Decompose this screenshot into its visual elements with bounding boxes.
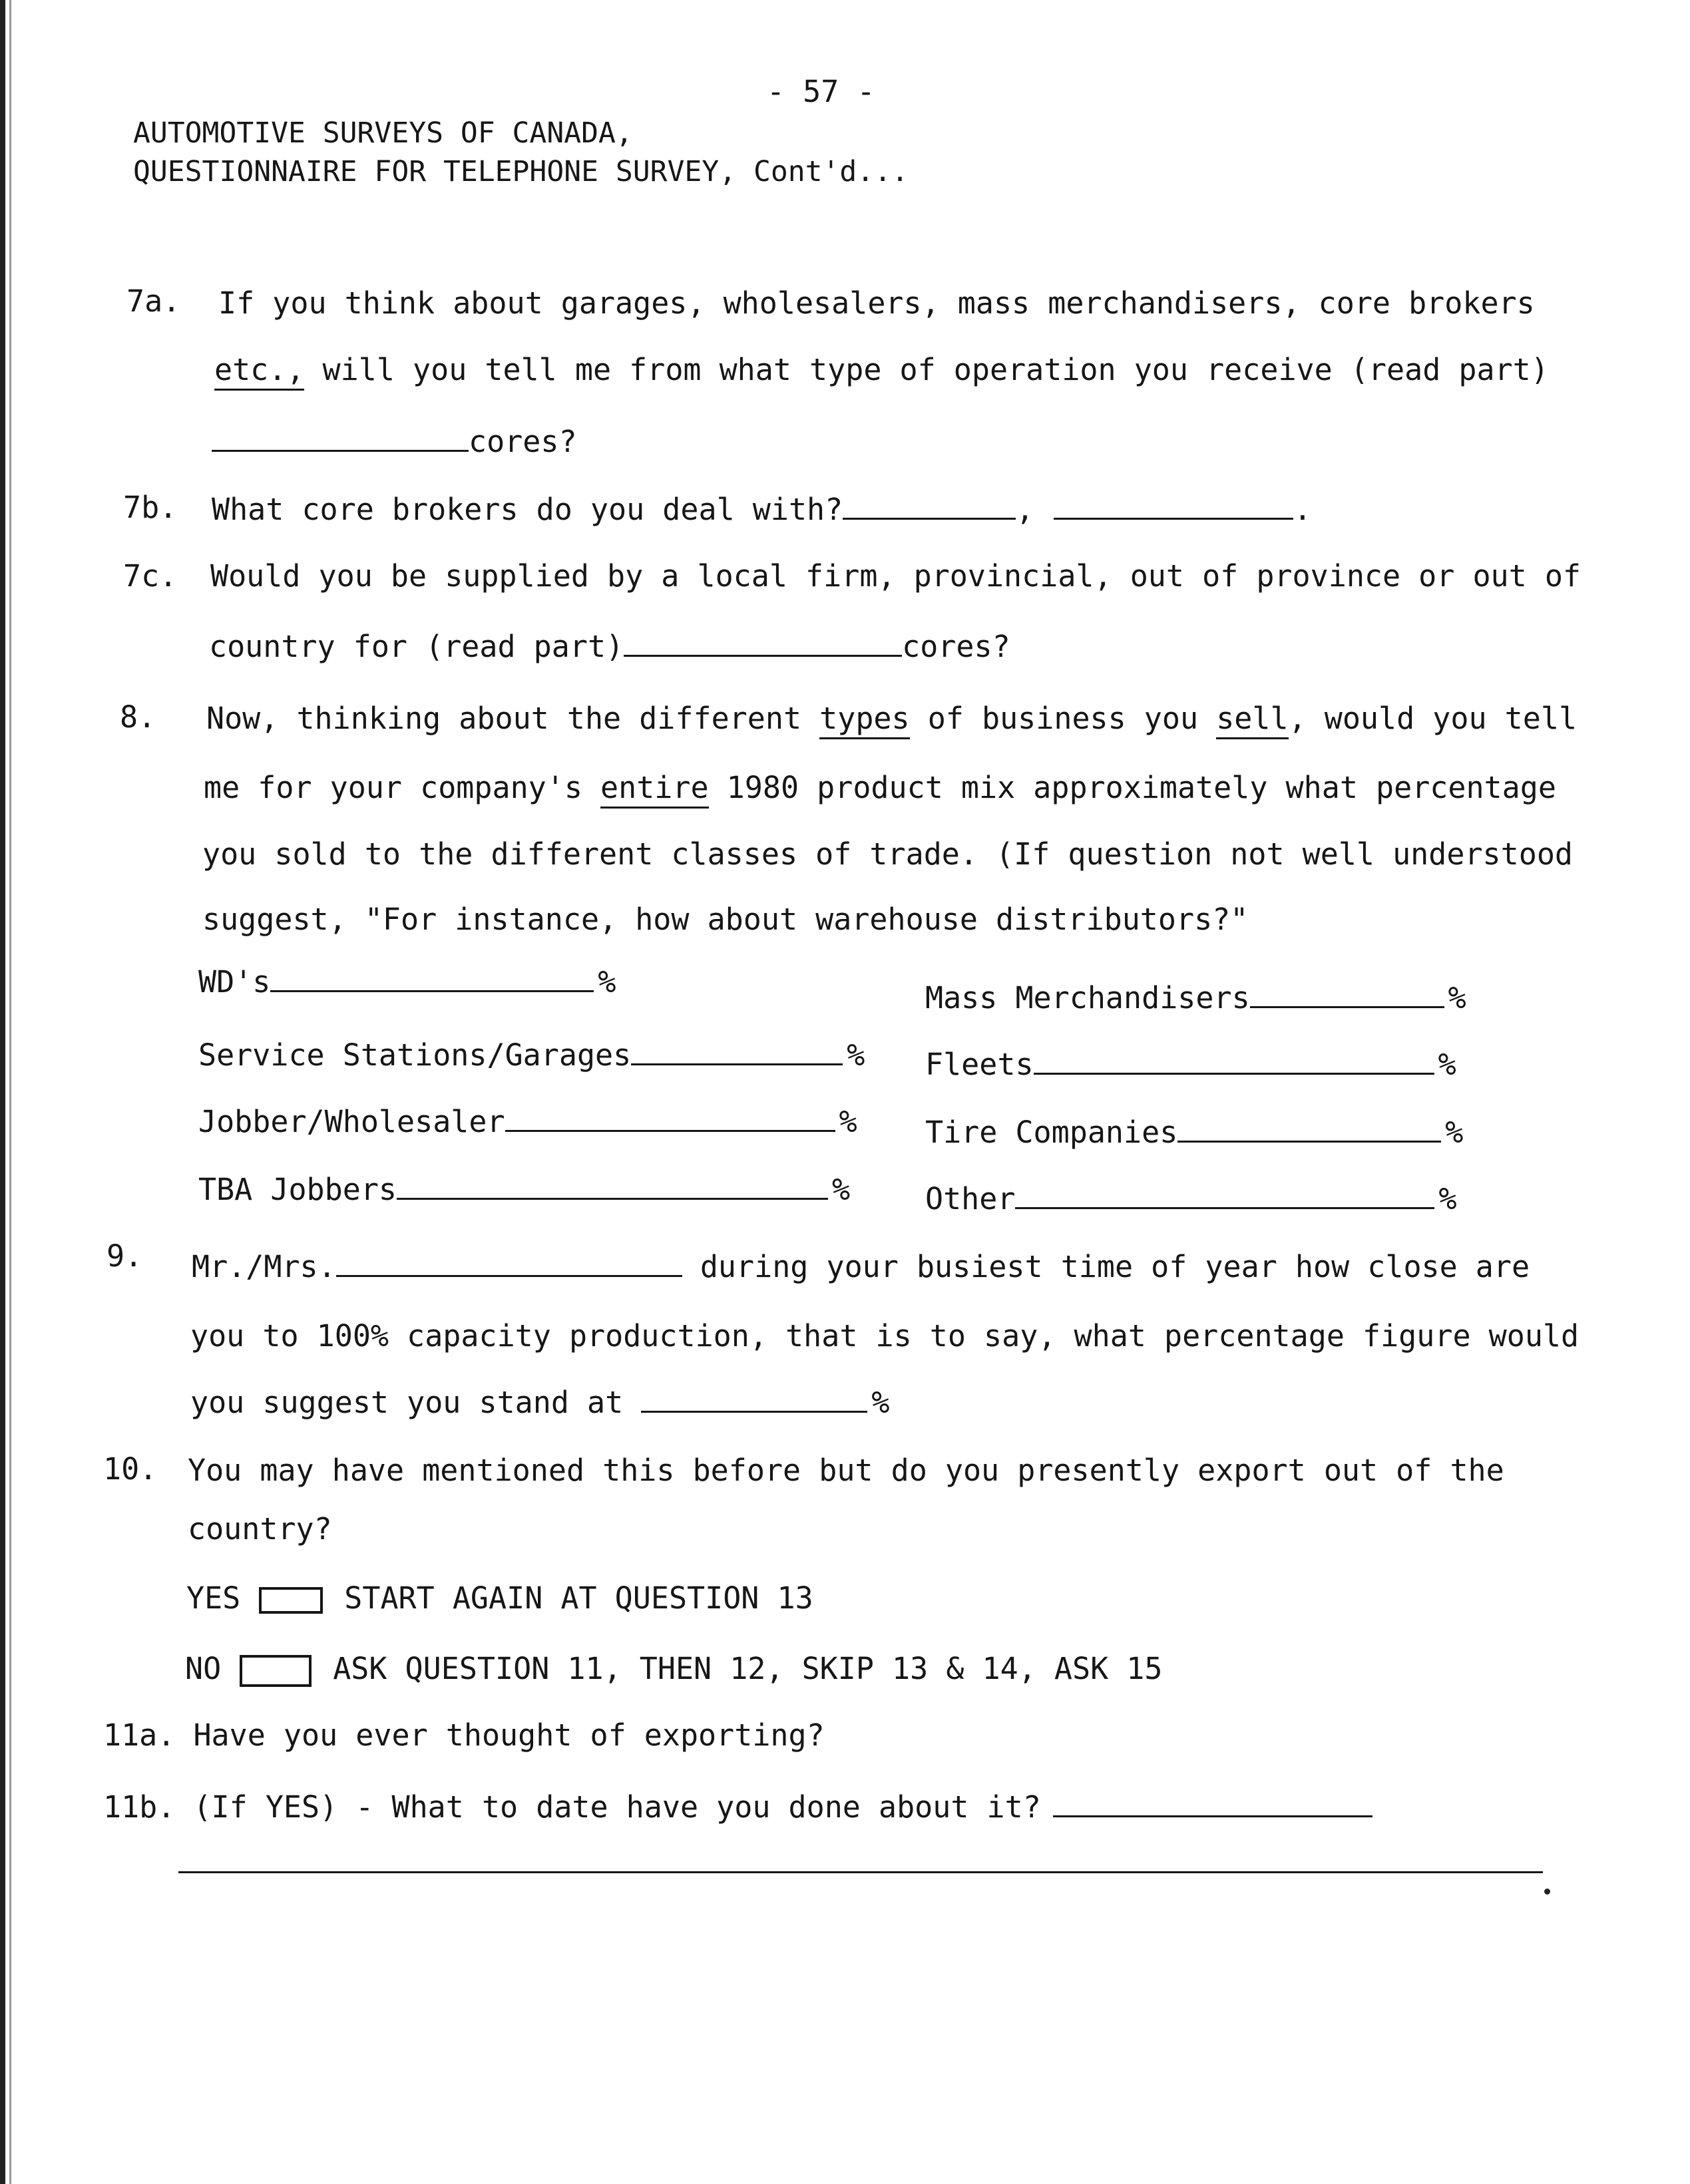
q11b-answer-blank[interactable]: [1053, 1789, 1373, 1817]
q7a-line3: cores?: [212, 423, 577, 460]
q7b-broker2-blank[interactable]: [1054, 491, 1293, 520]
q8-service-row: Service Stations/Garages %: [198, 1037, 865, 1073]
q8-line4: suggest, "For instance, how about warehouse distributors?": [202, 902, 1249, 937]
q8-service-blank[interactable]: [631, 1037, 843, 1065]
q8-mass-blank[interactable]: [1250, 980, 1444, 1008]
q7c-number: 7c.: [123, 558, 178, 594]
q7c-line1: Would you be supplied by a local firm, provincial, out of province or out of: [210, 558, 1582, 594]
page-number: - 57 -: [767, 74, 875, 109]
q7c-line2: country for (read part) cores?: [209, 629, 1010, 664]
q10-yes-checkbox[interactable]: [259, 1587, 323, 1614]
scan-left-edge-shadow: [9, 0, 11, 2184]
q11b-answer-line[interactable]: [178, 1871, 1543, 1873]
q9-line1: Mr./Mrs. during your busiest time of year how close are: [192, 1249, 1530, 1284]
q8-number: 8.: [120, 699, 156, 735]
q7a-line1: If you think about garages, wholesalers, mass merchandisers, core brokers: [218, 285, 1535, 321]
q8-fleets-row: Fleets %: [925, 1047, 1456, 1082]
line-end-dot: [1544, 1889, 1550, 1895]
q8-line3: you sold to the different classes of trade. (If question not well understood: [202, 836, 1574, 872]
q7a-number: 7a.: [126, 283, 181, 319]
q8-wd-blank[interactable]: [270, 964, 594, 992]
q8-tire-row: Tire Companies %: [925, 1115, 1464, 1150]
q8-jobber-row: Jobber/Wholesaler %: [198, 1104, 857, 1139]
q9-line2: you to 100% capacity production, that is to say, what percentage figure would: [190, 1318, 1580, 1354]
q8-fleets-blank[interactable]: [1034, 1046, 1434, 1075]
q8-tire-blank[interactable]: [1177, 1114, 1441, 1143]
header-title: AUTOMOTIVE SURVEYS OF CANADA,: [133, 116, 633, 150]
q8-other-blank[interactable]: [1015, 1181, 1434, 1209]
q7b-number: 7b.: [123, 490, 178, 525]
q10-line2: country?: [188, 1511, 332, 1547]
q7a-line2: etc., will you tell me from what type of operation you receive (read part): [214, 351, 1549, 389]
q8-line2: me for your company's entire 1980 product mix approximately what percentage: [204, 769, 1556, 807]
q7c-part-blank[interactable]: [624, 628, 902, 657]
q10-number: 10.: [103, 1451, 158, 1487]
q8-mass-row: Mass Merchandisers %: [925, 980, 1466, 1015]
q8-other-row: Other %: [925, 1181, 1457, 1216]
q7b-line: What core brokers do you deal with? , .: [212, 492, 1312, 527]
q8-line1: Now, thinking about the different types of business you sell, would you tell: [206, 700, 1577, 737]
q10-no-checkbox[interactable]: [240, 1655, 312, 1687]
scan-left-edge: [0, 0, 5, 2184]
header-subtitle: QUESTIONNAIRE FOR TELEPHONE SURVEY, Cont'd...: [133, 155, 909, 188]
q7b-broker1-blank[interactable]: [843, 491, 1016, 520]
q9-capacity-blank[interactable]: [641, 1384, 867, 1413]
q9-number: 9.: [106, 1238, 143, 1274]
q8-jobber-blank[interactable]: [505, 1103, 835, 1132]
q8-wd-row: WD's %: [198, 964, 616, 1000]
q10-yes-row: YES START AGAIN AT QUESTION 13: [186, 1580, 813, 1616]
q8-tba-row: TBA Jobbers %: [198, 1172, 851, 1207]
q10-no-row: NO ASK QUESTION 11, THEN 12, SKIP 13 & 14, ASK 15: [185, 1651, 1163, 1686]
q7a-etc: etc.,: [214, 352, 304, 391]
q8-tba-blank[interactable]: [397, 1171, 828, 1200]
q9-line3: you suggest you stand at %: [190, 1385, 890, 1420]
q11a-row: 11a. Have you ever thought of exporting?: [103, 1718, 825, 1753]
q7a-part-blank[interactable]: [212, 423, 469, 452]
q9-name-blank[interactable]: [336, 1248, 682, 1277]
q10-line1: You may have mentioned this before but do you presently export out of the: [188, 1453, 1504, 1488]
q11b-row: 11b. (If YES) - What to date have you done about it?: [103, 1789, 1373, 1826]
